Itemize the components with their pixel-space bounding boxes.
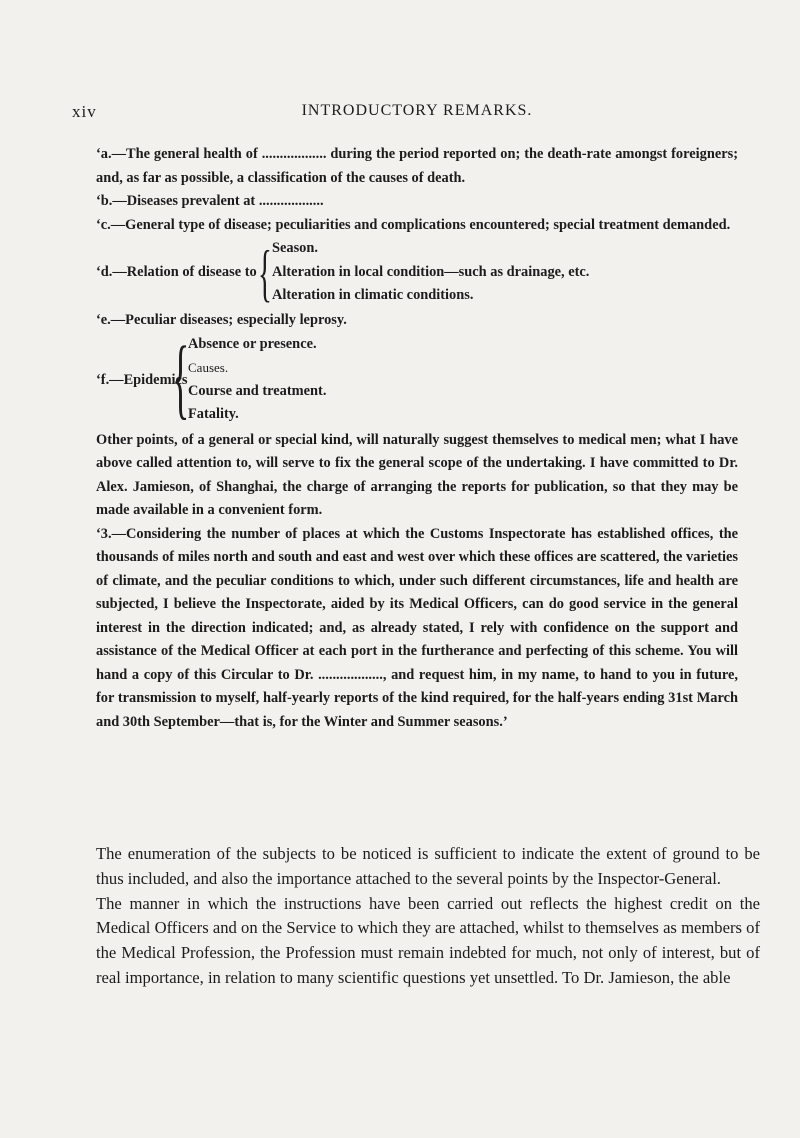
- body-text: [96, 842, 760, 991]
- page-number: xiv: [72, 102, 97, 121]
- item-d-label: ‘d.—Relation of disease to: [96, 264, 257, 280]
- item-a: ‘a.—The general health of .................. during the period reported on; the death-rate amongst foreigners; and, as far as possible, a classification of the causes of death.: [96, 146, 738, 186]
- list-item: Causes.: [188, 360, 229, 375]
- item-e: ‘e.—Peculiar diseases; especially leprosy.: [96, 312, 347, 328]
- item-f: [96, 328, 738, 429]
- brace-icon: {: [172, 328, 190, 428]
- list-item: Alteration in climatic conditions.: [272, 287, 474, 303]
- item-f-list: [188, 333, 326, 427]
- circular-quotation: [96, 143, 738, 734]
- list-item: Absence or presence.: [188, 335, 317, 352]
- quote-paragraph: ‘3.—Considering the number of places at which the Customs Inspectorate has established offices, the thousands of miles north and south and east and west over which these offices are scattered, the varieties of climate, and the peculiar conditions to which, under such different circumstances, life and health are subjected, I believe the Inspectorate, aided by its Medical Officers, can do good service in the general interest in the direction indicated; and, as already stated, I rely with confidence on the support and assistance of the Medical Officer at each port in the furtherance and perfecting of this scheme. You will hand a copy of this Circular to Dr. .................., and request him, in my name, to hand to you in future, for transmission to myself, half-yearly reports of the kind required, for the half-years ending 31st March and 30th September—that is, for the Winter and Summer seasons.’: [96, 525, 738, 730]
- running-title: INTRODUCTORY REMARKS.: [301, 102, 533, 119]
- item-f-label: ‘f.—Epidemics: [96, 371, 188, 388]
- list-item: Course and treatment.: [188, 382, 327, 399]
- body-paragraph: The enumeration of the subjects to be noticed is sufficient to indicate the extent of ground to be thus included, and also the importance attached to the several points by the Inspector-General.: [96, 844, 760, 888]
- item-b: ‘b.—Diseases prevalent at ..................: [96, 193, 324, 209]
- item-c: ‘c.—General type of disease; peculiarities and complications encountered; special treatment demanded.: [96, 216, 731, 233]
- item-d: [96, 237, 738, 309]
- quote-paragraph: Other points, of a general or special kind, will naturally suggest themselves to medical men; what I have above called attention to, will serve to fix the general scope of the undertaking. I have committed to Dr. Alex. Jamieson, of Shanghai, the charge of arranging the reports for publication, so that they may be made available in a convenient form.: [96, 431, 738, 518]
- list-item: Alteration in local condition—such as drainage, etc.: [272, 263, 590, 280]
- body-paragraph: The manner in which the instructions have been carried out reflects the highest credit on the Medical Officers and on the Service to which they are attached, whilst to themselves as members of the Medical Profession, the Profession must remain indebted for much, not only of interest, but of real importance, in relation to many scientific questions yet unsettled. To Dr. Jamieson, the able: [96, 893, 760, 987]
- brace-icon: {: [258, 237, 272, 308]
- item-d-list: [272, 237, 589, 308]
- list-item: Fatality.: [188, 406, 239, 422]
- list-item: Season.: [272, 240, 318, 256]
